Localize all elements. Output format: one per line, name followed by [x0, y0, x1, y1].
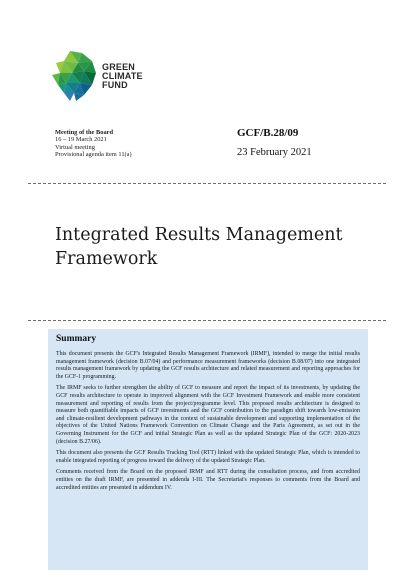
meeting-info [55, 129, 132, 158]
logo-word-climate: CLIMATE [102, 70, 143, 81]
title-line-2: Framework [55, 249, 158, 269]
summary-heading: Summary [56, 334, 97, 344]
summary-paragraph: This document also presents the GCF Results Tracking Tool (RTT) linked with the updated Strategic Plan, which is intended to enable integrated reporting of progress toward the delivery of the updated Strategic Plan. [56, 450, 360, 464]
title-line-1: Integrated Results Management [55, 225, 343, 245]
top-divider [28, 183, 386, 184]
meeting-venue: Virtual meeting [55, 143, 95, 151]
logo-word-green: GREEN [102, 61, 136, 72]
document-title [55, 223, 375, 271]
summary-paragraph: This document presents the GCF's Integrated Results Management Framework (IRMF), intended to merge the initial results management framework (decision B.07/04) and performance measurement frameworks (decision B.08/07) into one integrated results management framework by updating the GCF results architecture and related measurement and reporting approaches for the GCF-1 programming. [56, 351, 360, 380]
agenda-item: Provisional agenda item 11(a) [55, 150, 132, 158]
gcf-globe-icon [48, 47, 98, 105]
summary-paragraph: Comments received from the Board on the proposed IRMF and RTT during the consultation process, and from accredited entities on the draft IRMF, are presented in addenda I-III. The Secretariat's responses to comments from the Board and accredited entities are presented in addendum IV. [56, 469, 360, 491]
summary-paragraph: The IRMF seeks to further strengthen the ability of GCF to measure and report the impact of its investments, by updating the GCF results architecture to operate in improved alignment with the GCF Investment Framework and enable more consistent measurement and reporting of results from the project/programme level. This proposed results architecture is designed to measure both quantifiable impacts of GCF investments and the GCF contribution to the paradigm shift towards low-emission and climate-resilient development pathways in the context of sustainable development and supporting implementation of the objectives of the United Nations Framework Convention on Climate Change and the Paris Agreement, as set out in the Governing Instrument for the GCF and initial Strategic Plan as well as the updated Strategic Plan of the GCF: 2020-2023 (decision B.27/06). [56, 385, 360, 445]
summary-box [48, 329, 368, 570]
summary-body [56, 351, 360, 496]
logo-word-fund: FUND [102, 79, 128, 90]
gcf-wordmark [102, 63, 143, 90]
gcf-logo [48, 47, 143, 105]
document-date: 23 February 2021 [237, 147, 312, 158]
bottom-divider [28, 320, 386, 321]
meeting-dates: 16 – 19 March 2021 [55, 136, 107, 144]
meeting-heading: Meeting of the Board [55, 129, 114, 136]
document-reference: GCF/B.28/09 [237, 127, 299, 139]
